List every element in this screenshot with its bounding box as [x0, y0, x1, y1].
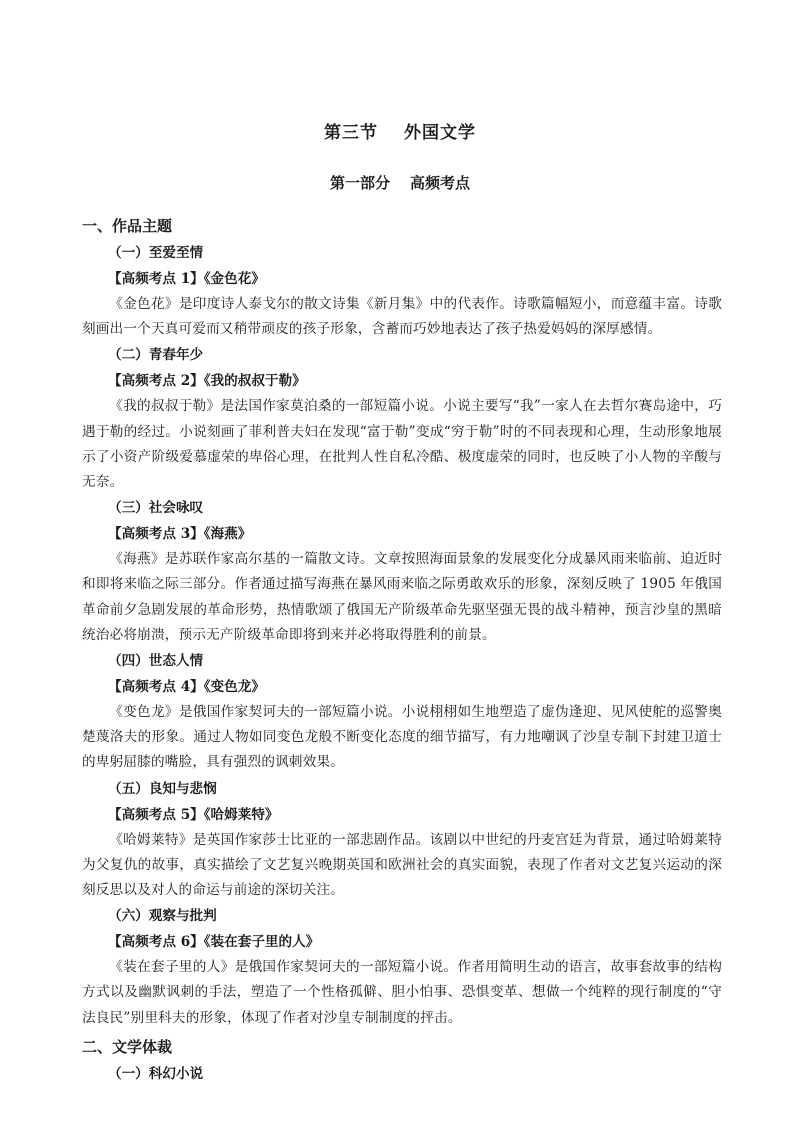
key-point-heading [108, 929, 722, 955]
subsection-heading: （五）良知与悲悯 [108, 780, 217, 797]
key-point-heading [108, 368, 722, 394]
part-title-number: 第一部分 [329, 174, 390, 192]
key-point-paragraph: 《金色花》是印度诗人泰戈尔的散文诗集《新月集》中的代表作。诗歌篇幅短小，而意蕴丰富。诗歌刻画出一个天真可爱而又稍带顽皮的孩子形象，含蓄而巧妙地表达了孩子热爱妈妈的深厚感情。 [82, 296, 722, 338]
key-point-paragraph: 《海燕》是苏联作家高尔基的一篇散文诗。文章按照海面景象的发展变化分成暴风雨来临前、迫近时和即将来临之际三部分。作者通过描写海燕在暴风雨来临之际勇敢欢乐的形象，深刻反映了 1905 年俄国革命前夕急剧发展的革命形势，热情歌颂了俄国无产阶级革命先驱坚强无畏的战斗精神，预言沙皇的黑暗统治必将崩溃，预示无产阶级革命即将到来并必将取得胜利的前景。 [82, 551, 722, 643]
part-title-text: 高频考点 [410, 174, 471, 192]
key-point-label: 【高频考点 5】 [108, 806, 204, 823]
part-title [0, 172, 800, 193]
key-point-title: 《哈姆莱特》 [203, 806, 279, 823]
subsection-heading: （四）世态人情 [108, 653, 204, 670]
key-point-heading [108, 521, 722, 547]
subsection-heading: （一）至爱至情 [108, 245, 204, 261]
section-heading-themes: 一、作品主题 [82, 217, 173, 235]
section-title-text: 外国文学 [404, 123, 476, 143]
key-point-label: 【高频考点 6】 [108, 934, 204, 951]
document-body [82, 212, 722, 1087]
key-point-heading [108, 674, 722, 700]
key-point-label: 【高频考点 1】 [108, 271, 204, 287]
key-point-paragraph: 《装在套子里的人》是俄国作家契诃夫的一部短篇小说。作者用简明生动的语言，故事套故事的结构方式以及幽默讽刺的手法，塑造了一个性格孤僻、胆小怕事、恐惧变革、想做一个纯粹的现行制度的“守法良民”别里科夫的形象，体现了作者对沙皇专制制度的抨击。 [82, 959, 722, 1026]
key-point-title: 《装在套子里的人》 [203, 934, 320, 951]
subsection-heading: （三）社会咏叹 [108, 500, 204, 517]
section-heading-genres: 二、文学体裁 [82, 1037, 173, 1056]
key-point-heading [108, 266, 722, 292]
key-point-title: 《我的叔叔于勒》 [203, 373, 306, 390]
key-point-title: 《金色花》 [203, 271, 265, 287]
subsection-heading: （六）观察与批判 [108, 908, 217, 925]
section-title [0, 118, 800, 143]
subsection-heading: （二）青春年少 [108, 347, 204, 364]
key-point-heading [108, 802, 722, 828]
key-point-label: 【高频考点 2】 [108, 373, 204, 390]
section-title-number: 第三节 [324, 123, 378, 143]
key-point-paragraph: 《变色龙》是俄国作家契诃夫的一部短篇小说。小说栩栩如生地塑造了虚伪逢迎、见风使舵的巡警奥楚蔑洛夫的形象。通过人物如同变色龙般不断变化态度的细节描写，有力地嘲讽了沙皇专制下封建卫道士的卑躬屈膝的嘴脸，具有强烈的讽刺效果。 [82, 704, 722, 771]
key-point-title: 《海燕》 [203, 526, 252, 543]
key-point-label: 【高频考点 3】 [108, 526, 204, 543]
subsection-heading: （一）科幻小说 [108, 1065, 204, 1082]
key-point-paragraph: 《我的叔叔于勒》是法国作家莫泊桑的一部短篇小说。小说主要写“我”一家人在去哲尔赛岛途中，巧遇于勒的经过。小说刻画了菲利普夫妇在发现“富于勒”变成“穷于勒”时的不同表现和心理，生动形象地展示了小资产阶级爱慕虚荣的卑俗心理，在批判人性自私冷酷、极度虚荣的同时，也反映了小人物的辛酸与无奈。 [82, 398, 722, 491]
key-point-label: 【高频考点 4】 [108, 679, 204, 696]
key-point-paragraph: 《哈姆莱特》是英国作家莎士比亚的一部悲剧作品。该剧以中世纪的丹麦宫廷为背景，通过哈姆莱特为父复仇的故事，真实描绘了文艺复兴晚期英国和欧洲社会的真实面貌，表现了作者对文艺复兴运动的深刻反思以及对人的命运与前途的深切关注。 [82, 831, 722, 899]
key-point-title: 《变色龙》 [203, 679, 265, 696]
